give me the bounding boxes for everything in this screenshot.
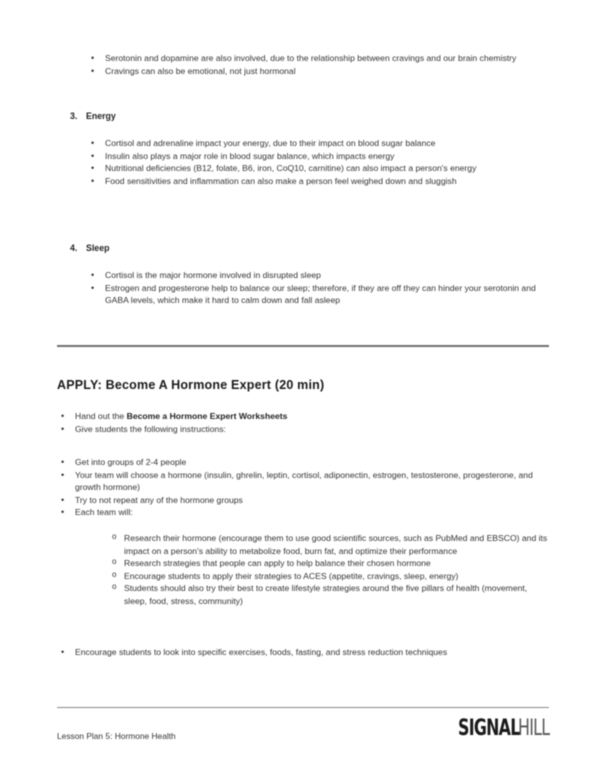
footer-text: Lesson Plan 5: Hormone Health xyxy=(57,731,176,741)
list-item: • Nutritional deficiencies (B12, folate, B6, iron, CoQ10, carnitine) can also impact a person's energy xyxy=(87,162,547,175)
logo-part-hill: HILL xyxy=(518,716,550,741)
apply-heading: APPLY: Become A Hormone Expert (20 min) xyxy=(57,378,325,392)
cravings-bullets xyxy=(87,52,547,77)
list-item: • Cravings can also be emotional, not just hormonal xyxy=(87,65,547,78)
handout-prefix: Hand out the xyxy=(75,411,127,421)
handout-item xyxy=(57,410,547,423)
list-item: o Students should also try their best to create lifestyle strategies around the five pillars of health (movement, sleep, food, stress, community) xyxy=(110,582,548,607)
list-item: • Encourage students to look into specific exercises, foods, fasting, and stress reduction techniques xyxy=(57,646,547,659)
section-divider xyxy=(57,345,549,347)
list-item: o Research their hormone (encourage them to use good scientific sources, such as PubMed and EBSCO) and its impact on a person's ability to metabolize food, burn fat, and optimize their performance xyxy=(110,532,548,557)
list-item: • Each team will: xyxy=(57,506,547,519)
instructions-item: • Give students the following instructions: xyxy=(57,423,547,436)
list-item: • Insulin also plays a major role in blood sugar balance, which impacts energy xyxy=(87,150,547,163)
sleep-heading xyxy=(70,243,109,253)
sleep-number: 4. xyxy=(70,243,78,253)
list-item: • Get into groups of 2-4 people xyxy=(57,456,547,469)
energy-number: 3. xyxy=(70,111,78,121)
list-item: • Your team will choose a hormone (insulin, ghrelin, leptin, cortisol, adiponectin, estrogen, testosterone, progesterone, and growth hormone) xyxy=(57,469,547,494)
energy-title: Energy xyxy=(86,111,116,121)
list-item: • Cortisol and adrenaline impact your energy, due to their impact on blood sugar balance xyxy=(87,137,547,150)
list-item: • Serotonin and dopamine are also involved, due to the relationship between cravings and our brain chemistry xyxy=(87,52,547,65)
list-item: • Try to not repeat any of the hormone groups xyxy=(57,494,547,507)
list-item: o Research strategies that people can apply to help balance their chosen hormone xyxy=(110,557,548,570)
list-item: o Encourage students to apply their strategies to ACES (appetite, cravings, sleep, energy) xyxy=(110,570,548,583)
apply-final xyxy=(57,646,547,659)
team-tasks xyxy=(110,532,548,608)
logo-part-signal: SIGNAL xyxy=(458,716,520,741)
sleep-bullets xyxy=(87,269,547,307)
worksheet-name: Become a Hormone Expert Worksheets xyxy=(126,411,288,421)
list-item: • Cortisol is the major hormone involved in disrupted sleep xyxy=(87,269,547,282)
signal-hill-logo xyxy=(458,716,550,746)
list-item: • Estrogen and progesterone help to balance our sleep; therefore, if they are off they can hinder your serotonin and GABA levels, which make it hard to calm down and fall asleep xyxy=(87,282,547,307)
energy-bullets xyxy=(87,137,547,187)
list-item: • Food sensitivities and inflammation can also make a person feel weighed down and sluggish xyxy=(87,175,547,188)
sleep-title: Sleep xyxy=(86,243,110,253)
footer-divider xyxy=(57,707,549,708)
apply-intro-bullets xyxy=(57,410,547,435)
apply-steps xyxy=(57,456,547,519)
energy-heading xyxy=(70,111,116,121)
